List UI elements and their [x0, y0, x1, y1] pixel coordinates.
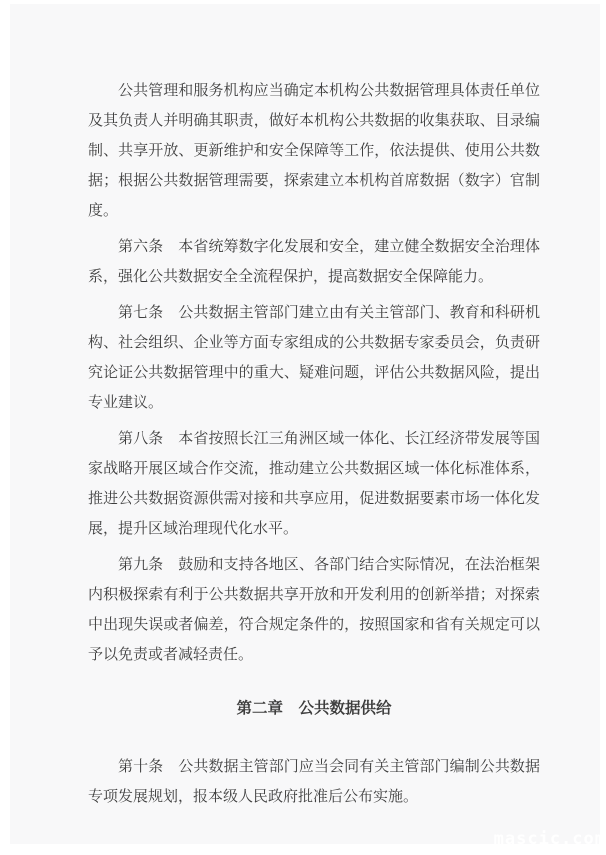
body-paragraph-article-6: 第六条 本省统筹数字化发展和安全，建立健全数据安全治理体系，强化公共数据安全全流程保护，提高数据安全保障能力。	[88, 238, 540, 285]
body-paragraph-article-8: 第八条 本省按照长江三角洲区域一体化、长江经济带发展等国家战略开展区域合作交流，推动建立公共数据区域一体化标准体系，推进公共数据资源供需对接和共享应用，促进数据要素市场一体化发展，提升区域治理现代化水平。	[88, 430, 540, 537]
document-page	[10, 4, 600, 844]
body-paragraph-article-10: 第十条 公共数据主管部门应当会同有关主管部门编制公共数据专项发展规划，报本级人民政府批准后公布实施。	[88, 758, 540, 805]
body-paragraph: 公共管理和服务机构应当确定本机构公共数据管理具体责任单位及其负责人并明确其职责，做好本机构公共数据的收集获取、目录编制、共享开放、更新维护和安全保障等工作，依法提供、使用公共数据；根据公共数据管理需要，探索建立本机构首席数据（数字）官制度。	[88, 82, 540, 219]
body-paragraph-article-9: 第九条 鼓励和支持各地区、各部门结合实际情况，在法治框架内积极探索有利于公共数据共享开放和开发利用的创新举措；对探索中出现失误或者偏差，符合规定条件的，按照国家和省有关规定可以予以免责或者减轻责任。	[88, 556, 540, 663]
body-paragraph-article-7: 第七条 公共数据主管部门建立由有关主管部门、教育和科研机构、社会组织、企业等方面专家组成的公共数据专家委员会，负责研究论证公共数据管理中的重大、疑难问题，评估公共数据风险，提出专业建议。	[88, 304, 540, 411]
watermark: mascic.com	[493, 829, 606, 849]
chapter-heading: 第二章 公共数据供给	[236, 700, 392, 717]
